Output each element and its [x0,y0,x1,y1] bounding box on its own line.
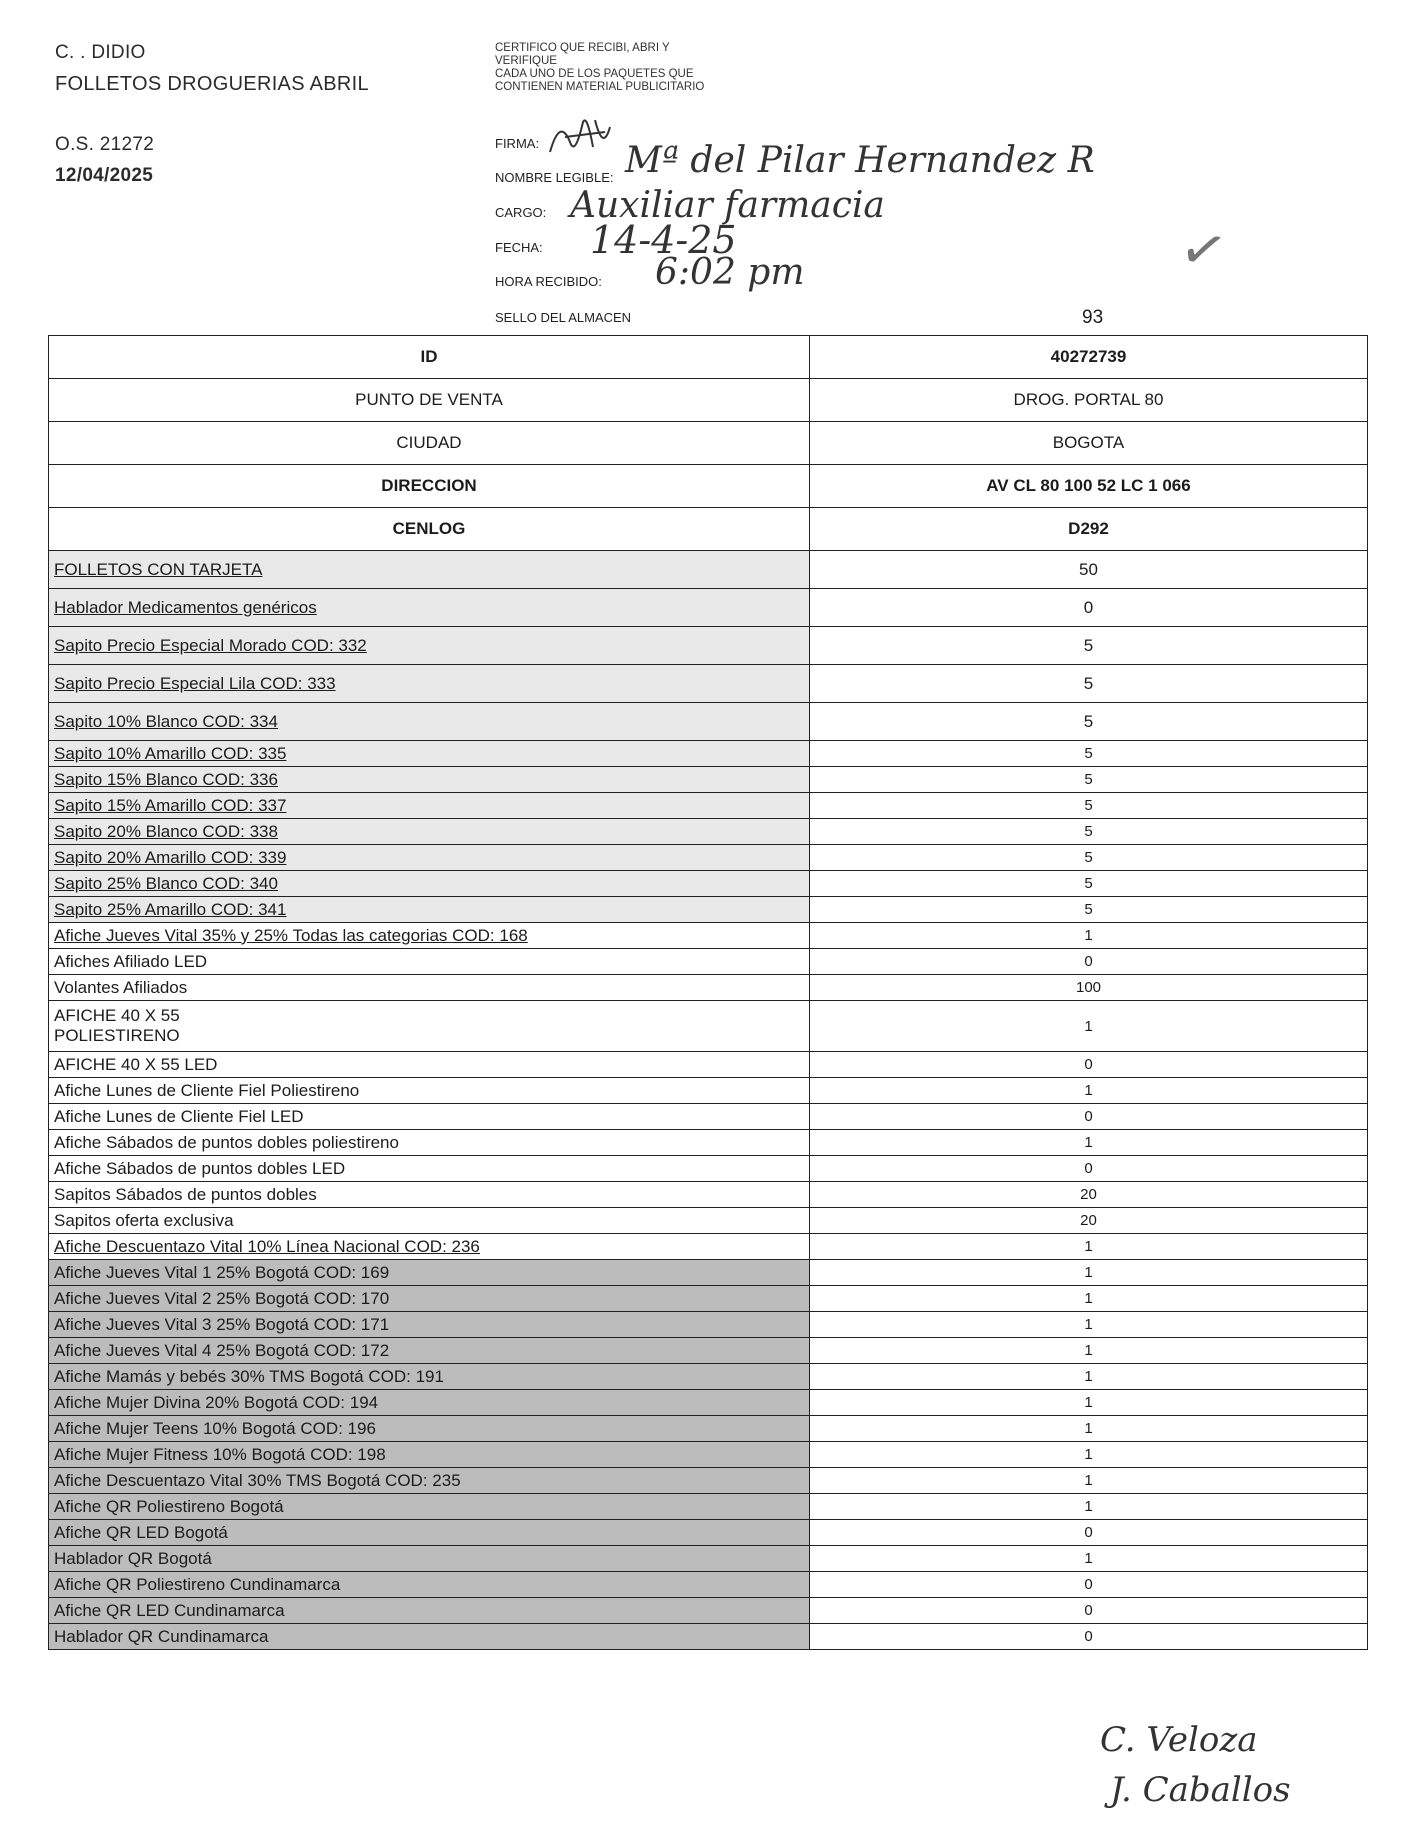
item-label-text: Sapito 10% Amarillo COD: 335 [54,743,287,763]
table-row [49,1364,1368,1390]
item-quantity: 5 [810,627,1368,665]
item-label-text: Volantes Afiliados [54,977,188,997]
table-row [49,1390,1368,1416]
item-label-text: Afiche Sábados de puntos dobles LED [54,1158,346,1178]
item-quantity: 1 [810,1494,1368,1520]
table-row [49,1572,1368,1598]
item-quantity: 5 [810,741,1368,767]
table-row [49,767,1368,793]
table-row [49,1338,1368,1364]
item-label-text: Sapito 20% Amarillo COD: 339 [54,847,287,867]
table-row [49,1624,1368,1650]
item-label-text: Afiche Lunes de Cliente Fiel LED [54,1106,304,1126]
fecha-value: 14-4-25 [590,218,737,262]
header-field-label: PUNTO DE VENTA [49,379,810,422]
table-row [49,1208,1368,1234]
item-label [49,1001,810,1052]
table-row [49,1182,1368,1208]
table-row [49,1001,1368,1052]
item-quantity: 0 [810,1052,1368,1078]
cargo-value: Auxiliar farmacia [570,185,885,226]
item-quantity: 1 [810,1001,1368,1052]
item-label [49,1286,810,1312]
header-field-value: DROG. PORTAL 80 [810,379,1368,422]
header-field-value: BOGOTA [810,422,1368,465]
item-quantity: 1 [810,923,1368,949]
item-label-text: Afiche Mujer Teens 10% Bogotá COD: 196 [54,1418,376,1438]
item-quantity: 1 [810,1390,1368,1416]
item-quantity: 20 [810,1208,1368,1234]
item-label [49,975,810,1001]
notice-line1: CERTIFICO QUE RECIBI, ABRI Y [495,42,670,54]
header-row [49,508,1368,551]
item-quantity: 5 [810,897,1368,923]
table-row [49,1442,1368,1468]
item-quantity: 5 [810,767,1368,793]
item-label-text: AFICHE 40 X 55 LED [54,1054,218,1074]
item-label [49,589,810,627]
item-label-text: FOLLETOS CON TARJETA [54,559,263,579]
item-quantity: 0 [810,1598,1368,1624]
item-label [49,767,810,793]
item-quantity: 1 [810,1078,1368,1104]
item-label [49,703,810,741]
table-row [49,551,1368,589]
notice-line3: CADA UNO DE LOS PAQUETES QUE [495,68,694,80]
item-label-text: Afiche Descuentazo Vital 30% TMS Bogotá COD: 235 [54,1470,461,1490]
nombre-label: NOMBRE LEGIBLE: [495,170,614,185]
item-quantity: 0 [810,949,1368,975]
signature-scribble [545,112,615,162]
item-quantity: 5 [810,665,1368,703]
table-row [49,793,1368,819]
hora-value: 6:02 pm [655,252,805,293]
header-field-label: CIUDAD [49,422,810,465]
item-label-text: Afiche Jueves Vital 2 25% Bogotá COD: 170 [54,1288,390,1308]
item-quantity: 1 [810,1468,1368,1494]
fecha-label: FECHA: [495,240,543,255]
header-field-label: ID [49,336,810,379]
item-label-text: Sapito 10% Blanco COD: 334 [54,711,278,731]
item-label [49,871,810,897]
table-row [49,1052,1368,1078]
item-label [49,1364,810,1390]
item-label [49,1338,810,1364]
table-row [49,949,1368,975]
check-mark: ✓ [1173,213,1234,288]
delivery-table [48,335,1368,1650]
item-label [49,741,810,767]
item-label-text: Afiche Jueves Vital 4 25% Bogotá COD: 172 [54,1340,390,1360]
item-label [49,1468,810,1494]
notice-line4: CONTIENEN MATERIAL PUBLICITARIO [495,81,705,93]
table-row [49,819,1368,845]
item-label [49,551,810,589]
header-field-label: CENLOG [49,508,810,551]
header-title: FOLLETOS DROGUERIAS ABRIL [55,73,369,95]
item-label [49,1572,810,1598]
table-row [49,1520,1368,1546]
item-quantity: 50 [810,551,1368,589]
header-field-value: 40272739 [810,336,1368,379]
table-row [49,665,1368,703]
item-quantity: 1 [810,1130,1368,1156]
item-quantity: 5 [810,703,1368,741]
table-row [49,589,1368,627]
table-row [49,923,1368,949]
item-label [49,1052,810,1078]
order-number: O.S. 21272 [55,134,155,155]
item-label-text: Afiche Mamás y bebés 30% TMS Bogotá COD: 191 [54,1366,444,1386]
item-label [49,1598,810,1624]
item-label-text: Afiche Jueves Vital 1 25% Bogotá COD: 169 [54,1262,390,1282]
header-field-value: AV CL 80 100 52 LC 1 066 [810,465,1368,508]
table-row [49,1234,1368,1260]
item-label-text: Afiches Afiliado LED [54,951,208,971]
header-row [49,465,1368,508]
item-label [49,1390,810,1416]
header-row [49,336,1368,379]
item-label [49,1156,810,1182]
table-row [49,1416,1368,1442]
item-label-text: Afiche QR Poliestireno Cundinamarca [54,1574,341,1594]
item-quantity: 0 [810,1572,1368,1598]
table-row [49,703,1368,741]
cargo-label: CARGO: [495,205,547,220]
item-label-text: Sapito 20% Blanco COD: 338 [54,821,278,841]
table-row [49,845,1368,871]
header-row [49,379,1368,422]
order-date: 12/04/2025 [55,165,154,186]
header-field-value: D292 [810,508,1368,551]
item-label [49,665,810,703]
item-label [49,1624,810,1650]
table-row [49,1494,1368,1520]
item-label [49,819,810,845]
item-quantity: 5 [810,871,1368,897]
item-label-text: Sapito Precio Especial Lila COD: 333 [54,673,336,693]
item-label [49,845,810,871]
item-label-text: Afiche Jueves Vital 3 25% Bogotá COD: 171 [54,1314,390,1334]
table-row [49,1078,1368,1104]
item-label-text: Sapitos oferta exclusiva [54,1210,234,1230]
table-row [49,1598,1368,1624]
table-row [49,1468,1368,1494]
table-row [49,1312,1368,1338]
item-label [49,627,810,665]
item-label-text: Sapito 25% Blanco COD: 340 [54,873,278,893]
item-label [49,1130,810,1156]
item-quantity: 1 [810,1546,1368,1572]
page-number: 93 [1082,307,1104,328]
item-quantity: 1 [810,1442,1368,1468]
item-label-text: Afiche Mujer Fitness 10% Bogotá COD: 198 [54,1444,386,1464]
item-quantity: 0 [810,1156,1368,1182]
item-label-text-2: POLIESTIRENO [54,1026,180,1045]
table-row [49,1260,1368,1286]
item-label [49,1546,810,1572]
item-label-text: Sapito 15% Amarillo COD: 337 [54,795,287,815]
item-quantity: 0 [810,1104,1368,1130]
item-quantity: 1 [810,1338,1368,1364]
item-label-text: Afiche QR Poliestireno Bogotá [54,1496,284,1516]
item-quantity: 5 [810,819,1368,845]
item-label-text: Hablador QR Bogotá [54,1548,212,1568]
firma-label: FIRMA: [495,136,540,151]
item-quantity: 1 [810,1416,1368,1442]
item-label [49,1104,810,1130]
table-row [49,871,1368,897]
item-label-text: Afiche QR LED Cundinamarca [54,1600,285,1620]
item-quantity: 20 [810,1182,1368,1208]
header-field-label: DIRECCION [49,465,810,508]
item-label [49,1312,810,1338]
header-line1: C. . DIDIO [55,42,146,63]
header-row [49,422,1368,465]
item-label-text: Afiche Jueves Vital 35% y 25% Todas las categorias COD: 168 [54,925,528,945]
table-row [49,1104,1368,1130]
item-quantity: 5 [810,793,1368,819]
item-label-text: AFICHE 40 X 55 [54,1006,180,1025]
item-label-text: Sapitos Sábados de puntos dobles [54,1184,317,1204]
table-row [49,627,1368,665]
item-label-text: Sapito 15% Blanco COD: 336 [54,769,278,789]
item-label-text: Afiche QR LED Bogotá [54,1522,228,1542]
nombre-value: Mª del Pilar Hernandez R [625,140,1095,181]
item-label [49,897,810,923]
item-label-text: Hablador QR Cundinamarca [54,1626,269,1646]
item-label [49,1182,810,1208]
table-row [49,741,1368,767]
item-quantity: 0 [810,1520,1368,1546]
table-row [49,1130,1368,1156]
item-quantity: 1 [810,1260,1368,1286]
table-row [49,1156,1368,1182]
item-quantity: 0 [810,589,1368,627]
item-label [49,793,810,819]
item-quantity: 1 [810,1234,1368,1260]
receipt-notice [495,42,815,94]
table-row [49,897,1368,923]
item-label-text: Afiche Sábados de puntos dobles poliestireno [54,1132,399,1152]
item-quantity: 100 [810,975,1368,1001]
item-label [49,1260,810,1286]
notice-line2: VERIFIQUE [495,55,557,67]
item-label-text: Sapito 25% Amarillo COD: 341 [54,899,287,919]
item-label [49,1442,810,1468]
item-label-text: Afiche Mujer Divina 20% Bogotá COD: 194 [54,1392,379,1412]
item-label [49,1416,810,1442]
item-quantity: 1 [810,1364,1368,1390]
item-label [49,1078,810,1104]
item-quantity: 0 [810,1624,1368,1650]
handwritten-signature-2: J. Caballos [1110,1770,1291,1810]
item-quantity: 1 [810,1312,1368,1338]
item-quantity: 5 [810,845,1368,871]
table-row [49,975,1368,1001]
item-label-text: Afiche Lunes de Cliente Fiel Poliestireno [54,1080,360,1100]
table-row [49,1546,1368,1572]
hora-label: HORA RECIBIDO: [495,274,602,289]
item-label-text: Sapito Precio Especial Morado COD: 332 [54,635,367,655]
item-label [49,1494,810,1520]
item-label [49,1234,810,1260]
item-label-text: Afiche Descuentazo Vital 10% Línea Nacional COD: 236 [54,1236,480,1256]
sello-label: SELLO DEL ALMACEN [495,310,632,325]
item-label-text: Hablador Medicamentos genéricos [54,597,317,617]
handwritten-signature-1: C. Veloza [1100,1720,1258,1760]
item-label [49,923,810,949]
item-label [49,949,810,975]
item-quantity: 1 [810,1286,1368,1312]
item-label [49,1520,810,1546]
table-row [49,1286,1368,1312]
item-label [49,1208,810,1234]
